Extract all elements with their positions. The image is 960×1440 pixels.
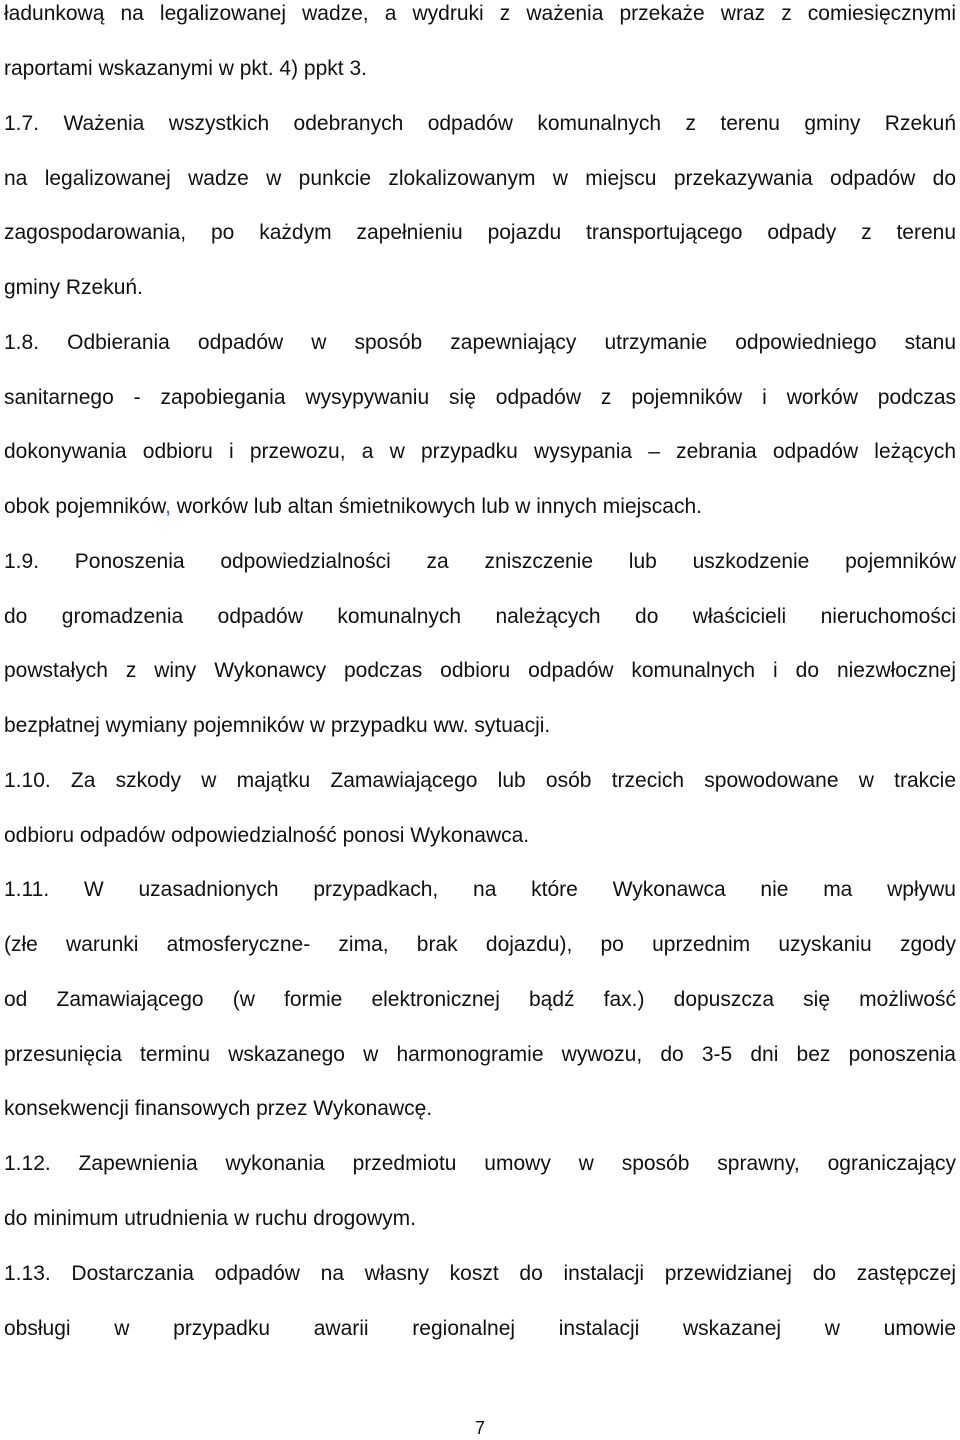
text-line: przesunięcia terminu wskazanego w harmonogramie wywozu, do 3-5 dni bez ponoszenia xyxy=(4,1043,956,1066)
text-line: obsługi w przypadku awarii regionalnej instalacji wskazanej w umowie xyxy=(4,1317,956,1340)
text-line: gminy Rzekuń. xyxy=(4,276,143,299)
text-line: zagospodarowania, po każdym zapełnieniu pojazdu transportującego odpady z terenu xyxy=(4,221,956,244)
text-line: 1.13. Dostarczania odpadów na własny koszt do instalacji przewidzianej do zastępczej xyxy=(4,1262,956,1285)
text-line: od Zamawiającego (w formie elektronicznej bądź fax.) dopuszcza się możliwość xyxy=(4,988,956,1011)
text-line: sanitarnego - zapobiegania wysypywaniu się odpadów z pojemników i worków podczas xyxy=(4,386,956,409)
text-line: ładunkową na legalizowanej wadze, a wydruki z ważenia przekaże wraz z comiesięcznymi xyxy=(4,2,956,25)
text-segment: worków lub altan śmietnikowych lub w innych miejscach. xyxy=(170,495,703,518)
page-number: 7 xyxy=(474,1418,485,1438)
text-line: na legalizowanej wadze w punkcie zlokalizowanym w miejscu przekazywania odpadów do xyxy=(4,167,956,190)
text-line: raportami wskazanymi w pkt. 4) ppkt 3. xyxy=(4,57,367,80)
text-line: 1.12. Zapewnienia wykonania przedmiotu umowy w sposób sprawny, ograniczający xyxy=(4,1152,956,1175)
text-line: odbioru odpadów odpowiedzialność ponosi Wykonawca. xyxy=(4,824,530,847)
text-line: 1.11. W uzasadnionych przypadkach, na które Wykonawca nie ma wpływu xyxy=(4,878,956,901)
text-line: bezpłatnej wymiany pojemników w przypadku ww. sytuacji. xyxy=(4,714,551,737)
highlighted-comma: , xyxy=(165,495,171,518)
text-line: 1.9. Ponoszenia odpowiedzialności za zniszczenie lub uszkodzenie pojemników xyxy=(4,550,956,573)
text-line: dokonywania odbioru i przewozu, a w przypadku wysypania – zebrania odpadów leżących xyxy=(4,440,956,463)
text-line: 1.10. Za szkody w majątku Zamawiającego lub osób trzecich spowodowane w trakcie xyxy=(4,769,956,792)
text-line: konsekwencji finansowych przez Wykonawcę. xyxy=(4,1097,433,1120)
text-line: (złe warunki atmosferyczne- zima, brak dojazdu), po uprzednim uzyskaniu zgody xyxy=(4,933,956,956)
text-segment: obok pojemników xyxy=(4,495,166,518)
text-line: 1.8. Odbierania odpadów w sposób zapewniający utrzymanie odpowiedniego stanu xyxy=(4,331,956,354)
text-line: powstałych z winy Wykonawcy podczas odbioru odpadów komunalnych i do niezwłocznej xyxy=(4,659,956,682)
text-line xyxy=(4,492,956,522)
text-line: do gromadzenia odpadów komunalnych należących do właścicieli nieruchomości xyxy=(4,605,956,628)
text-line: do minimum utrudnienia w ruchu drogowym. xyxy=(4,1207,417,1230)
text-line: 1.7. Ważenia wszystkich odebranych odpadów komunalnych z terenu gminy Rzekuń xyxy=(4,112,956,135)
